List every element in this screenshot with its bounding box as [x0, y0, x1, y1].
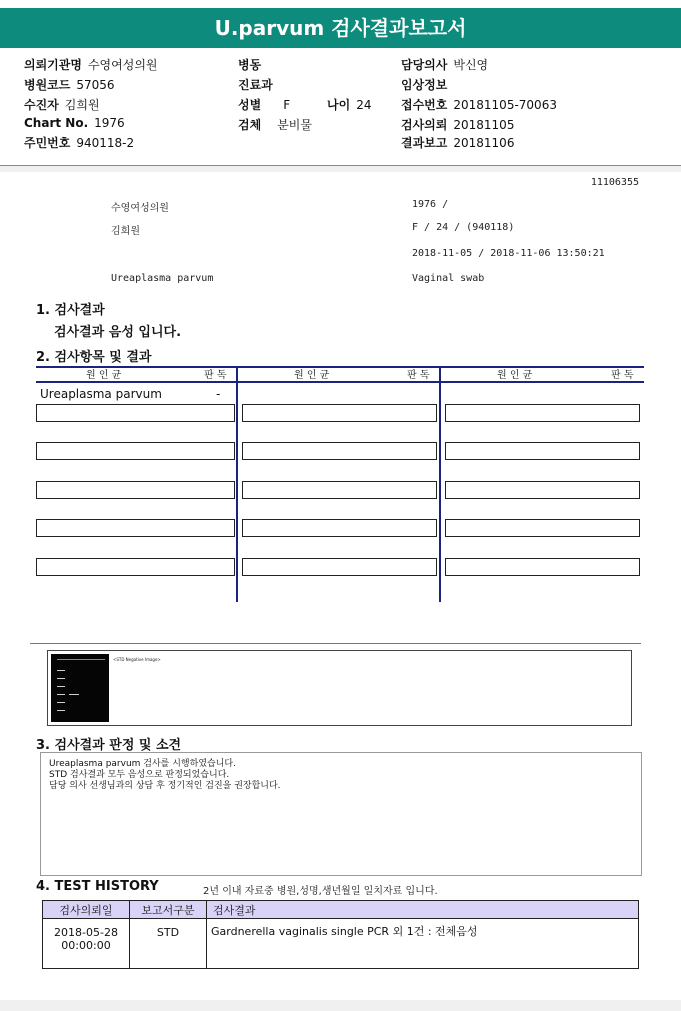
col-judge-header-3: 판 독 — [611, 370, 634, 381]
serial-number: 11106355 — [590, 177, 639, 188]
doctor-label: 담당의사 — [401, 58, 448, 72]
result-box — [242, 558, 437, 576]
history-note: 2년 이내 자료중 병원,성명,생년월일 일치자료 입니다. — [203, 886, 438, 897]
idno-field — [24, 134, 134, 151]
result-box — [36, 442, 235, 460]
result-box — [242, 519, 437, 537]
col-judge-header-2: 판 독 — [407, 370, 430, 381]
gel-band — [69, 694, 79, 695]
table-row — [43, 919, 639, 969]
opinion-line: 담당 의사 선생님과의 상담 후 정기적인 검진을 권장합니다. — [49, 781, 281, 791]
ward-label: 병동 — [238, 58, 262, 72]
history-date: 2018-05-28 — [54, 926, 118, 939]
sex-label: 성별 — [238, 98, 262, 112]
result-box — [445, 481, 640, 499]
patient-info-panel — [0, 54, 681, 166]
first-item-result: - — [216, 387, 221, 401]
detail-sex-age: F / 24 / (940118) — [412, 222, 515, 233]
result-box — [36, 558, 235, 576]
horizontal-rule — [30, 643, 641, 644]
detail-specimen: Vaginal swab — [412, 273, 485, 284]
history-date-cell — [43, 919, 130, 969]
history-type: STD — [156, 926, 180, 939]
opinion-box — [40, 752, 642, 876]
result-box — [242, 481, 437, 499]
chart-value: 1976 — [94, 116, 125, 130]
history-header-row — [43, 901, 639, 919]
patient-field — [24, 96, 100, 113]
section-divider — [0, 166, 681, 172]
detail-hospital: 수영여성의원 — [111, 203, 169, 214]
detail-dates: 2018-11-05 / 2018-11-06 13:50:21 — [412, 248, 605, 259]
gel-band — [57, 694, 65, 695]
section3-title: 3. 검사결과 판정 및 소견 — [36, 738, 182, 753]
section2-title: 2. 검사항목 및 결과 — [36, 350, 152, 365]
section4-title: 4. TEST HISTORY — [36, 879, 159, 894]
gel-band — [57, 702, 65, 703]
history-col-type: 보고서구분 — [130, 901, 207, 919]
dept-field — [238, 76, 279, 93]
gel-caption: <STD Negative Image> — [113, 657, 161, 662]
opinion-line: Ureaplasma parvum 검사를 시행하였습니다. — [49, 759, 236, 769]
section1-title: 1. 검사결과 — [36, 303, 105, 318]
detail-chart: 1976 / — [412, 199, 449, 210]
grid-divider — [439, 366, 441, 602]
receipt-label: 접수번호 — [401, 98, 448, 112]
result-box — [445, 404, 640, 422]
result-box — [445, 442, 640, 460]
doctor-field — [401, 56, 488, 73]
specimen-field — [238, 116, 312, 133]
patient-value: 김희원 — [64, 98, 100, 112]
request-field — [401, 116, 514, 133]
result-grid-header — [36, 366, 644, 383]
col-organism-header-2: 원 인 균 — [294, 370, 330, 381]
result-box — [242, 442, 437, 460]
request-label: 검사의뢰 — [401, 118, 448, 132]
report-field — [401, 134, 514, 151]
gel-image-box — [47, 650, 632, 726]
section1-result: 검사결과 음성 입니다. — [54, 325, 182, 340]
chart-label: Chart No. — [24, 116, 89, 130]
report-label: 결과보고 — [401, 136, 448, 150]
specimen-value: 분비물 — [277, 118, 312, 132]
code-value: 57056 — [76, 78, 115, 92]
result-box — [445, 519, 640, 537]
sex-value: F — [283, 98, 291, 112]
dept-label: 진료과 — [238, 78, 273, 92]
result-box — [445, 558, 640, 576]
col-organism-header-3: 원 인 균 — [497, 370, 533, 381]
history-result-cell — [207, 919, 639, 969]
gel-band — [57, 659, 105, 660]
sex-field — [238, 96, 290, 113]
history-col-result: 검사결과 — [207, 901, 639, 919]
page-bottom-gap — [0, 1000, 681, 1011]
first-item-name: Ureaplasma parvum — [40, 387, 162, 401]
idno-label: 주민번호 — [24, 136, 71, 150]
clinical-label: 임상정보 — [401, 78, 448, 92]
history-result: Gardnerella vaginalis single PCR 외 1건 : 전체음성 — [211, 925, 478, 938]
history-type-cell — [130, 919, 207, 969]
hospital-label: 의뢰기관명 — [24, 58, 82, 72]
age-label: 나이 — [327, 98, 351, 112]
gel-band — [57, 686, 65, 687]
col-judge-header-1: 판 독 — [204, 370, 227, 381]
patient-label: 수진자 — [24, 98, 59, 112]
col-organism-header-1: 원 인 균 — [86, 370, 122, 381]
result-box — [242, 404, 437, 422]
hospital-field — [24, 56, 158, 73]
doctor-value: 박신영 — [453, 58, 489, 72]
receipt-field — [401, 96, 557, 113]
result-box — [36, 404, 235, 422]
ward-field — [238, 56, 267, 73]
receipt-value: 20181105-70063 — [453, 98, 557, 112]
clinical-field — [401, 76, 453, 93]
history-col-date: 검사의뢰일 — [43, 901, 130, 919]
code-field — [24, 76, 115, 93]
age-value: 24 — [356, 98, 372, 112]
gel-band — [57, 678, 65, 679]
result-box — [36, 481, 235, 499]
history-time: 00:00:00 — [61, 939, 111, 952]
idno-value: 940118-2 — [76, 136, 135, 150]
result-grid — [36, 366, 644, 602]
report-title: U.parvum 검사결과보고서 — [0, 8, 681, 48]
hospital-value: 수영여성의원 — [87, 58, 158, 72]
chart-field — [24, 116, 125, 130]
detail-organism: Ureaplasma parvum — [111, 273, 214, 284]
grid-divider — [236, 366, 238, 602]
gel-electrophoresis-image — [51, 654, 109, 722]
report-value: 20181106 — [453, 136, 515, 150]
code-label: 병원코드 — [24, 78, 71, 92]
specimen-label: 검체 — [238, 118, 262, 132]
result-box — [36, 519, 235, 537]
gel-band — [57, 670, 65, 671]
detail-patient: 김희원 — [111, 226, 140, 237]
opinion-line: STD 검사결과 모두 음성으로 판정되었습니다. — [49, 770, 230, 780]
request-value: 20181105 — [453, 118, 515, 132]
gel-band — [57, 710, 65, 711]
history-table — [42, 900, 639, 969]
age-field — [327, 96, 371, 113]
